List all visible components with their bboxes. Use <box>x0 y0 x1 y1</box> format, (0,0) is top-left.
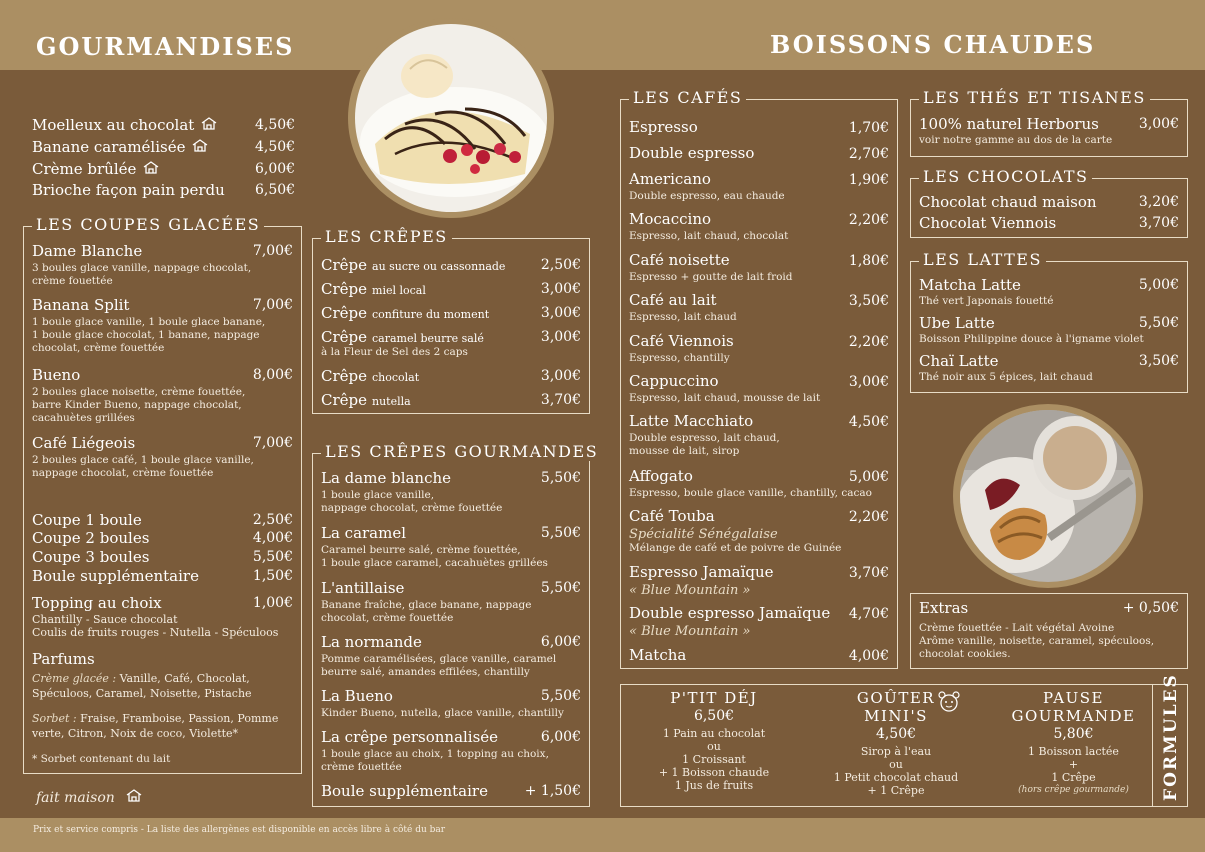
crepe-flavor: miel local <box>372 284 426 297</box>
formule-title: PAUSE GOURMANDE <box>1011 689 1136 725</box>
cafe-name: Espresso Jamaïque <box>629 563 774 581</box>
cafe-desc: Double espresso, lait chaud, mousse de lait, sirop <box>629 432 780 457</box>
coupe-name: Dame Blanche <box>32 242 143 260</box>
crepe-flavor: confiture du moment <box>372 308 490 321</box>
formule-price: 6,50€ <box>693 708 735 724</box>
gourmande-name: L'antillaise <box>321 579 405 597</box>
crepes-gourmandes-box <box>312 442 599 807</box>
formule-line: 1 Croissant <box>682 753 746 766</box>
gourmande-desc: Kinder Bueno, nutella, glace vanille, chantilly <box>321 707 564 719</box>
cafe-name: Double espresso <box>629 144 755 162</box>
chocolat-name: Chocolat chaud maison <box>919 193 1097 211</box>
cafe-price: 2,20€ <box>848 334 889 350</box>
chocolat-price: 3,70€ <box>1138 215 1179 231</box>
cafe-name: Café noisette <box>629 251 730 269</box>
thes-name: 100% naturel Herborus <box>919 115 1099 133</box>
cafe-desc: Espresso + goutte de lait froid <box>629 271 793 283</box>
parfums-title: Parfums <box>32 650 95 668</box>
formule-price: 4,50€ <box>875 726 917 742</box>
gourmande-desc: Banane fraîche, glace banane, nappage chocolat, crème fouettée <box>321 599 532 624</box>
gourmande-name: La dame blanche <box>321 469 452 487</box>
house-icon <box>200 117 218 135</box>
cafe-price: 1,80€ <box>848 253 889 269</box>
boule-price: 1,50€ <box>252 568 293 584</box>
crepe-name <box>321 328 484 346</box>
gourmande-price: 5,50€ <box>540 470 581 486</box>
crepe-name <box>321 280 426 298</box>
crepe-price: 3,00€ <box>540 368 581 384</box>
boule-price: 4,00€ <box>252 530 293 546</box>
lattes-title: LES LATTES <box>919 250 1046 269</box>
cafe-name: Double espresso Jamaïque <box>629 604 831 622</box>
gourmande-name: La caramel <box>321 524 407 542</box>
extras-box <box>910 593 1188 669</box>
chocolats-title: LES CHOCOLATS <box>919 167 1092 186</box>
crepe-label: Crêpe <box>321 328 368 346</box>
latte-desc: Thé noir aux 5 épices, lait chaud <box>919 371 1093 383</box>
boule-price: 2,50€ <box>252 512 293 528</box>
cafe-name: Americano <box>629 170 711 188</box>
crepe-name <box>321 367 419 385</box>
creme-label: Crème glacée : <box>32 672 117 685</box>
cafe-price: 3,70€ <box>848 565 889 581</box>
cafe-price: 4,50€ <box>848 414 889 430</box>
cafe-price: 1,90€ <box>848 172 889 188</box>
cafe-price: 5,00€ <box>848 469 889 485</box>
formule-line: 1 Pain au chocolat <box>662 727 766 740</box>
crepe-name <box>321 256 505 274</box>
coupe-desc: 1 boule glace vanille, 1 boule glace banane, 1 boule glace chocolat, 1 banane, nappage chocolat, crème fouettée <box>32 316 266 354</box>
crepe-name <box>321 304 489 322</box>
latte-name: Chaï Latte <box>919 352 999 370</box>
coupe-price: 8,00€ <box>252 367 293 383</box>
formule-title: GOÛTER MINI'S <box>856 689 936 725</box>
crepe-price: 3,70€ <box>540 392 581 408</box>
cafe-name: Latte Macchiato <box>629 412 754 430</box>
gourmande-price: 6,00€ <box>540 729 581 745</box>
crepe-flavor-2: à la Fleur de Sel des 2 caps <box>321 346 468 358</box>
extras-name: Extras <box>919 599 969 617</box>
crepe-price: 2,50€ <box>540 257 581 273</box>
boule-name: Boule supplémentaire <box>32 567 199 585</box>
cafe-subtitle: « Blue Mountain » <box>629 624 751 639</box>
cafes-box <box>620 88 898 669</box>
crepes-box <box>312 227 590 414</box>
gourmandise-name: Brioche façon pain perdu <box>32 181 225 199</box>
latte-price: 5,00€ <box>1138 277 1179 293</box>
coupes-glacees-box <box>23 215 302 774</box>
formule-line: ou <box>889 758 903 771</box>
footer-note: Prix et service compris - La liste des allergènes est disponible en accès libre à côté du bar <box>33 825 446 835</box>
crepe-name <box>321 391 411 409</box>
crepe-label: Crêpe <box>321 304 368 322</box>
cafe-subtitle: Spécialité Sénégalaise <box>629 527 778 542</box>
coupe-name: Banana Split <box>32 296 130 314</box>
sorbet-list-2: verte, Citron, Noix de coco, Violette* <box>32 727 239 740</box>
topping-name: Topping au choix <box>32 594 162 612</box>
gourmande-price: 5,50€ <box>540 580 581 596</box>
house-icon <box>142 161 160 179</box>
cafe-price: 4,00€ <box>848 648 889 664</box>
cafe-price: 2,20€ <box>848 212 889 228</box>
coffee-photo <box>960 410 1136 582</box>
cafe-name: Mocaccino <box>629 210 712 228</box>
creme-list-2: Spéculoos, Caramel, Noisette, Pistache <box>32 687 252 700</box>
cafes-title: LES CAFÉS <box>629 88 746 107</box>
crepe-label: Crêpe <box>321 391 368 409</box>
latte-name: Ube Latte <box>919 314 995 332</box>
cafe-name: Espresso <box>629 118 698 136</box>
gourmande-name: La Bueno <box>321 687 393 705</box>
gourmande-name: La normande <box>321 633 422 651</box>
latte-desc: Thé vert Japonais fouetté <box>919 295 1054 307</box>
gourmande-price: 5,50€ <box>540 688 581 704</box>
crepes-title: LES CRÊPES <box>321 227 452 246</box>
crepe-price: 3,00€ <box>540 329 581 345</box>
sorbet-list: Fraise, Framboise, Passion, Pomme <box>76 712 279 725</box>
coupe-price: 7,00€ <box>252 435 293 451</box>
coupe-desc: 2 boules glace noisette, crème fouettée, barre Kinder Bueno, nappage chocolat, cacahuètes grillées <box>32 386 246 424</box>
cafe-name: Café au lait <box>629 291 717 309</box>
formule-line: Sirop à l'eau <box>860 745 932 758</box>
coupes-title: LES COUPES GLACÉES <box>32 215 264 234</box>
formule-line: + <box>1068 758 1079 771</box>
crepe-label: Crêpe <box>321 367 368 385</box>
coupe-price: 7,00€ <box>252 297 293 313</box>
boule-price: 5,50€ <box>252 549 293 565</box>
parfums-creme <box>32 671 252 701</box>
gourmandise-price: 6,00€ <box>255 161 296 177</box>
cafe-price: 2,20€ <box>848 509 889 525</box>
fait-maison-legend <box>36 789 143 807</box>
girl-face-icon <box>936 689 962 719</box>
cafe-name: Café Touba <box>629 507 715 525</box>
crepe-price: 3,00€ <box>540 281 581 297</box>
cafe-name: Café Viennois <box>629 332 734 350</box>
thes-box <box>910 88 1188 157</box>
thes-price: 3,00€ <box>1138 116 1179 132</box>
formule-title: P'TIT DÉJ <box>670 689 758 707</box>
gourmande-price: 6,00€ <box>540 634 581 650</box>
boule-name: Coupe 3 boules <box>32 548 150 566</box>
coupe-name: Café Liégeois <box>32 434 136 452</box>
formule-column <box>629 689 799 792</box>
gourmandise-price: 4,50€ <box>255 117 296 133</box>
formule-line: ou <box>707 740 721 753</box>
cafe-price: 3,50€ <box>848 293 889 309</box>
coupe-desc: 3 boules glace vanille, nappage chocolat, crème fouettée <box>32 262 252 287</box>
crepe-flavor: chocolat <box>372 371 420 384</box>
formule-line: + 1 Boisson chaude <box>658 766 770 779</box>
formule-line: 1 Boisson lactée <box>1028 745 1119 758</box>
gourmande-desc: Caramel beurre salé, crème fouettée, 1 boule glace caramel, cacahuètes grillées <box>321 544 548 569</box>
crepe-label: Crêpe <box>321 256 368 274</box>
gourmande-desc: 1 boule glace vanille, nappage chocolat, crème fouettée <box>321 489 503 514</box>
latte-price: 5,50€ <box>1138 315 1179 331</box>
crepe-flavor: caramel beurre salé <box>372 332 484 345</box>
coupe-desc: 2 boules glace café, 1 boule glace vanille, nappage chocolat, crème fouettée <box>32 454 254 479</box>
formule-line: 1 Petit chocolat chaud <box>833 771 959 784</box>
formule-line: 1 Crêpe <box>1051 771 1096 784</box>
footer-band <box>0 818 1205 852</box>
cafe-desc: Espresso, chantilly <box>629 352 730 364</box>
cafe-desc: Espresso, lait chaud <box>629 311 737 323</box>
formule-column <box>801 689 991 797</box>
formule-line: + 1 Crêpe <box>867 784 925 797</box>
section-title-boissons: BOISSONS CHAUDES <box>770 30 1096 59</box>
fait-maison-text: fait maison <box>36 790 115 806</box>
topping-desc: Chantilly - Sauce chocolat Coulis de fruits rouges - Nutella - Spéculoos <box>32 613 279 639</box>
formules-box <box>620 673 1188 807</box>
thes-title: LES THÉS ET TISANES <box>919 88 1150 107</box>
gourmande-price: 5,50€ <box>540 525 581 541</box>
cafe-subtitle: « Blue Mountain » <box>629 583 751 598</box>
gourmande-name: Boule supplémentaire <box>321 782 488 800</box>
sorbet-label: Sorbet : <box>32 712 77 725</box>
latte-desc: Boisson Philippine douce à l'igname violet <box>919 333 1144 345</box>
section-title-gourmandises: GOURMANDISES <box>36 32 295 61</box>
crepe-flavor: nutella <box>372 395 411 408</box>
boule-name: Coupe 2 boules <box>32 529 150 547</box>
gourmandise-price: 4,50€ <box>255 139 296 155</box>
formule-note: (hors crêpe gourmande) <box>1018 785 1129 795</box>
coupe-name: Bueno <box>32 366 81 384</box>
crepes-gourmandes-title: LES CRÊPES GOURMANDES <box>321 442 602 461</box>
creme-list: Vanille, Café, Chocolat, <box>116 672 250 685</box>
formule-line: 1 Jus de fruits <box>674 779 754 792</box>
cafe-price: 1,70€ <box>848 120 889 136</box>
formules-label: FORMULES <box>1161 673 1181 801</box>
cafe-name: Matcha <box>629 646 687 664</box>
cafe-desc: Espresso, lait chaud, chocolat <box>629 230 789 242</box>
chocolats-box <box>910 167 1188 238</box>
chocolat-price: 3,20€ <box>1138 194 1179 210</box>
cafe-name: Affogato <box>629 467 693 485</box>
crepe-photo <box>355 24 547 212</box>
boule-name: Coupe 1 boule <box>32 511 142 529</box>
formules-label-cell <box>1152 673 1187 806</box>
formule-price: 5,80€ <box>1053 726 1094 742</box>
latte-name: Matcha Latte <box>919 276 1021 294</box>
cafe-desc: Espresso, lait chaud, mousse de lait <box>629 392 821 404</box>
cafe-name: Cappuccino <box>629 372 719 390</box>
crepe-price: 3,00€ <box>540 305 581 321</box>
cafe-price: 3,00€ <box>848 374 889 390</box>
gourmandise-name: Crème brûlée <box>32 160 160 179</box>
thes-desc: voir notre gamme au dos de la carte <box>919 134 1113 146</box>
crepe-flavor: au sucre ou cassonnade <box>372 260 506 273</box>
gourmande-desc: 1 boule glace au choix, 1 topping au choix, crème fouettée <box>321 748 549 773</box>
house-icon <box>125 789 143 807</box>
latte-price: 3,50€ <box>1138 353 1179 369</box>
lattes-box <box>910 250 1188 393</box>
topping-price: 1,00€ <box>252 595 293 611</box>
parfums-sorbet <box>32 711 278 741</box>
gourmande-price: + 1,50€ <box>524 783 581 799</box>
cafe-desc: Double espresso, eau chaude <box>629 190 785 202</box>
gourmandise-price: 6,50€ <box>255 182 296 198</box>
gourmandise-name: Banane caramélisée <box>32 138 209 157</box>
crepe-label: Crêpe <box>321 280 368 298</box>
house-icon <box>191 139 209 157</box>
cafe-price: 4,70€ <box>848 606 889 622</box>
gourmande-desc: Pomme caramélisées, glace vanille, caramel beurre salé, amandes effilées, chantilly <box>321 653 557 678</box>
gourmandise-name: Moelleux au chocolat <box>32 116 218 135</box>
extras-price: + 0,50€ <box>1122 600 1179 616</box>
coupe-price: 7,00€ <box>252 243 293 259</box>
cafe-price: 2,70€ <box>848 146 889 162</box>
sorbet-note: * Sorbet contenant du lait <box>32 753 171 765</box>
cafe-desc: Mélange de café et de poivre de Guinée <box>629 542 842 554</box>
cafe-desc: Espresso, boule glace vanille, chantilly, cacao <box>629 487 872 499</box>
chocolat-name: Chocolat Viennois <box>919 214 1057 232</box>
formule-column <box>991 689 1156 797</box>
extras-desc: Crème fouettée - Lait végétal Avoine Arôme vanille, noisette, caramel, spéculoos, chocolat cookies. <box>919 622 1155 660</box>
gourmande-name: La crêpe personnalisée <box>321 728 499 746</box>
